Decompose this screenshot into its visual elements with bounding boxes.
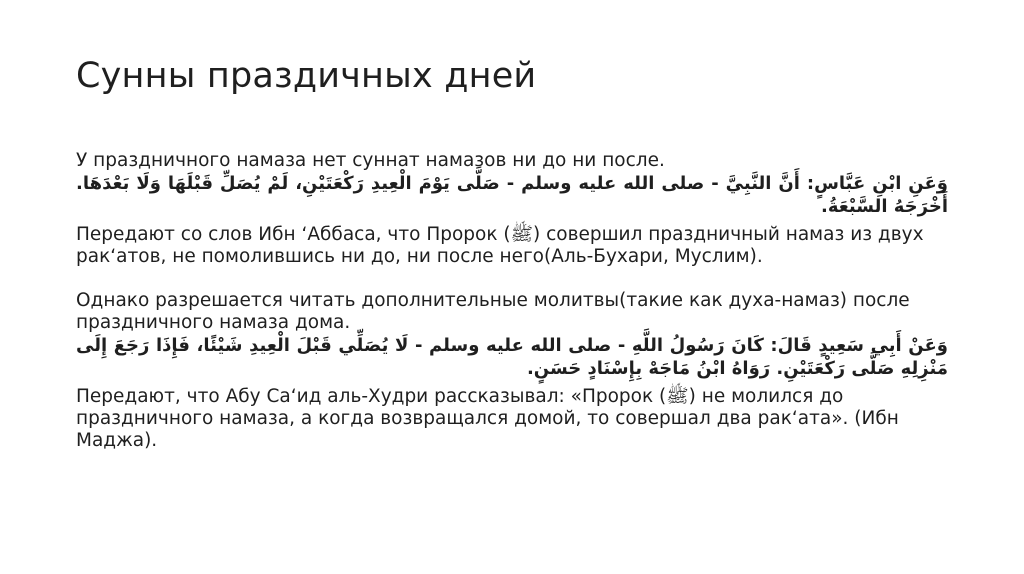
arabic-hadith-ibn-abbas: وَعَنِ ابْنِ عَبَّاسٍ: أَنَّ النَّبِيَّ - صلى الله عليه وسلم - صَلَّى يَوْمَ الْعِيدِ رَكْعَتَيْنِ، لَمْ يُصَلِّ قَبْلَهَا وَلَا بَعْدَهَا. أَخْرَجَهُ السَّبْعَةُ. [76, 173, 948, 217]
paragraph-no-sunnah: У праздничного намаза нет суннат намазов ни до ни после. [76, 150, 665, 171]
paragraph-additional-prayers: Однако разрешается читать дополнительные молитвы(такие как духа-намаз) после праздничного намаза дома. [76, 290, 910, 333]
paragraph-translation-ibn-abbas: Передают со слов Ибн ‘Аббаса, что Пророк (ﷺ) совершил праздничный намаз из двух рак‘атов, не помолившись ни до, ни после него(Аль-Бухари, Муслим). [76, 224, 924, 267]
slide-body [76, 150, 948, 452]
paragraph-translation-abu-said: Передают, что Абу Са‘ид аль-Худри рассказывал: «Пророк (ﷺ) не молился до праздничного намаза, а когда возвращался домой, то совершал два рак‘ата». (Ибн Маджа). [76, 386, 899, 451]
arabic-hadith-abu-said: وَعَنْ أَبِي سَعِيدٍ قَالَ: كَانَ رَسُولُ اللَّهِ - صلى الله عليه وسلم - لَا يُصَلِّي قَبْلَ الْعِيدِ شَيْئًا، فَإِذَا رَجَعَ إِلَى مَنْزِلِهِ صَلَّى رَكْعَتَيْنِ. رَوَاهُ ابْنُ مَاجَهْ بِإِسْنَادٍ حَسَنٍ. [76, 335, 948, 379]
slide-title: Сунны праздичных дней [76, 56, 537, 96]
spacer [76, 268, 948, 290]
